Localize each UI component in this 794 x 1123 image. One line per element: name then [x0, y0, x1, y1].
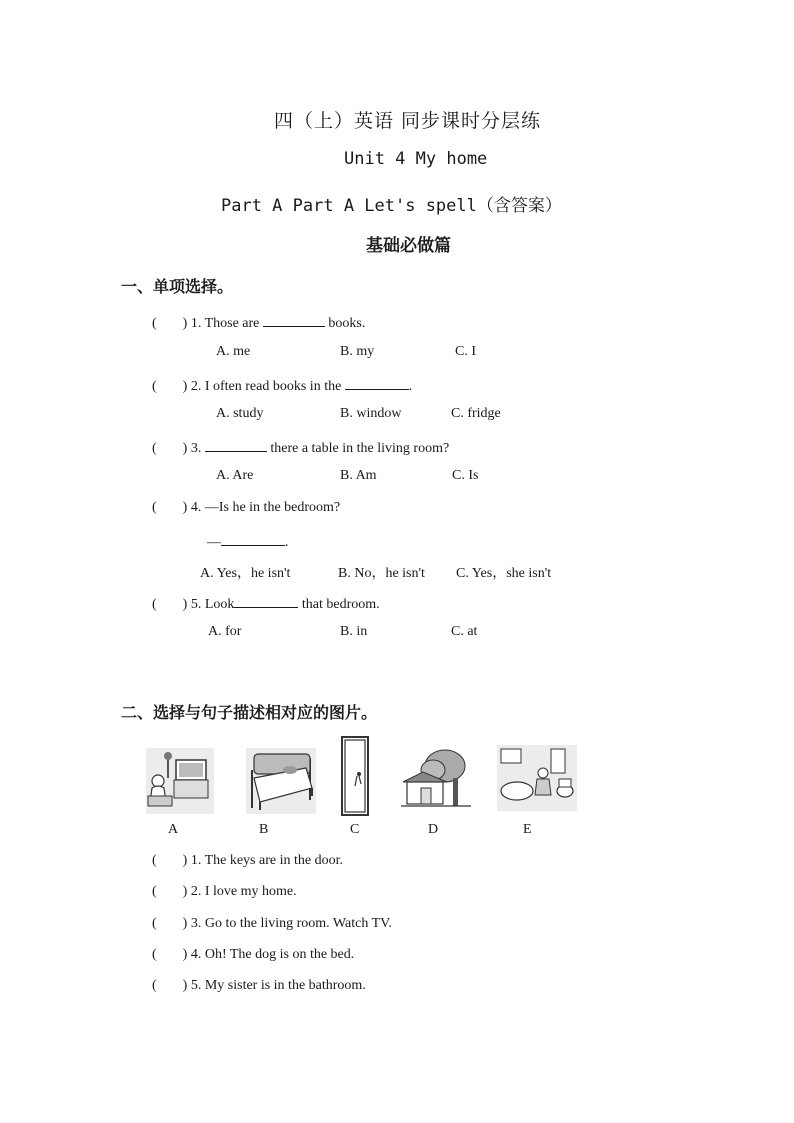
question-text: ) 4. —Is he in the bedroom? — [182, 500, 341, 515]
answer-paren[interactable]: ( — [152, 316, 157, 331]
sentence-text: ) 3. Go to the living room. Watch TV. — [182, 916, 392, 931]
option-b: B. Am — [340, 468, 377, 483]
girl-watching-tv-icon — [146, 748, 214, 814]
match-sentence-1 — [152, 853, 343, 869]
picture-label-b: B — [259, 822, 269, 837]
question-tail: books. — [328, 316, 366, 331]
option-b: B. window — [340, 406, 402, 421]
option-a: A. study — [216, 406, 264, 421]
option-a: A. Are — [216, 468, 254, 483]
picture-label-d: D — [428, 822, 439, 837]
door-with-keys-icon — [341, 736, 369, 816]
option-b: B. my — [340, 344, 375, 359]
question-text: ) 1. Those are — [182, 316, 260, 331]
answer-paren[interactable]: ( — [152, 916, 157, 931]
unit-title: Unit 4 My home — [344, 149, 488, 169]
dash: — — [207, 535, 221, 550]
answer-paren[interactable]: ( — [152, 884, 157, 899]
answer-blank — [263, 312, 325, 327]
picture-label-e: E — [523, 822, 532, 837]
section2-heading: 二、选择与句子描述相对应的图片。 — [121, 703, 378, 722]
sentence-text: ) 2. I love my home. — [182, 884, 297, 899]
question-text: ) 2. I often read books in the — [182, 379, 342, 394]
option-c: C. Yes，she isn't — [456, 566, 552, 581]
option-a: A. me — [216, 344, 251, 359]
answer-paren[interactable]: ( — [152, 978, 157, 993]
match-sentence-4 — [152, 947, 354, 963]
match-sentence-2 — [152, 884, 297, 900]
picture-label-a: A — [168, 822, 179, 837]
question-5 — [152, 593, 380, 613]
house-with-tree-icon — [401, 748, 471, 810]
question-1 — [152, 312, 365, 332]
question-tail: that bedroom. — [301, 597, 380, 612]
bathroom-icon — [497, 745, 577, 811]
question-text: ) 5. Look — [182, 597, 235, 612]
answer-paren[interactable]: ( — [152, 379, 157, 394]
question-4 — [152, 500, 340, 516]
question-2 — [152, 375, 412, 395]
answer-paren[interactable]: ( — [152, 441, 157, 456]
option-b: B. No，he isn't — [338, 566, 425, 581]
question-tail: there a table in the living room? — [270, 441, 450, 456]
match-sentence-5 — [152, 978, 366, 994]
sentence-text: ) 1. The keys are in the door. — [182, 853, 343, 868]
picture-label-c: C — [350, 822, 360, 837]
option-c: C. fridge — [451, 406, 501, 421]
page-title: 四（上）英语 同步课时分层练 — [274, 110, 542, 132]
answer-line — [207, 531, 289, 551]
answer-blank — [221, 531, 285, 546]
answer-blank — [234, 593, 298, 608]
question-tail: . — [408, 379, 413, 394]
answer-blank — [345, 375, 409, 390]
level-title: 基础必做篇 — [366, 236, 451, 256]
answer-paren[interactable]: ( — [152, 597, 157, 612]
sentence-text: ) 4. Oh! The dog is on the bed. — [182, 947, 355, 962]
answer-blank — [205, 437, 267, 452]
option-a: A. Yes，he isn't — [200, 566, 291, 581]
bed-icon — [246, 748, 316, 814]
question-3 — [152, 437, 449, 457]
section1-heading: 一、单项选择。 — [121, 277, 234, 296]
option-b: B. in — [340, 624, 368, 639]
match-sentence-3 — [152, 916, 392, 932]
answer-paren[interactable]: ( — [152, 947, 157, 962]
option-a: A. for — [208, 624, 242, 639]
answer-paren[interactable]: ( — [152, 853, 157, 868]
option-c: C. I — [455, 344, 476, 359]
question-tail: . — [285, 535, 289, 550]
answer-paren[interactable]: ( — [152, 500, 157, 515]
question-text: ) 3. — [182, 441, 202, 456]
option-c: C. Is — [452, 468, 479, 483]
option-c: C. at — [451, 624, 478, 639]
part-title: Part A Part A Let's spell（含答案） — [221, 196, 562, 216]
sentence-text: ) 5. My sister is in the bathroom. — [182, 978, 366, 993]
